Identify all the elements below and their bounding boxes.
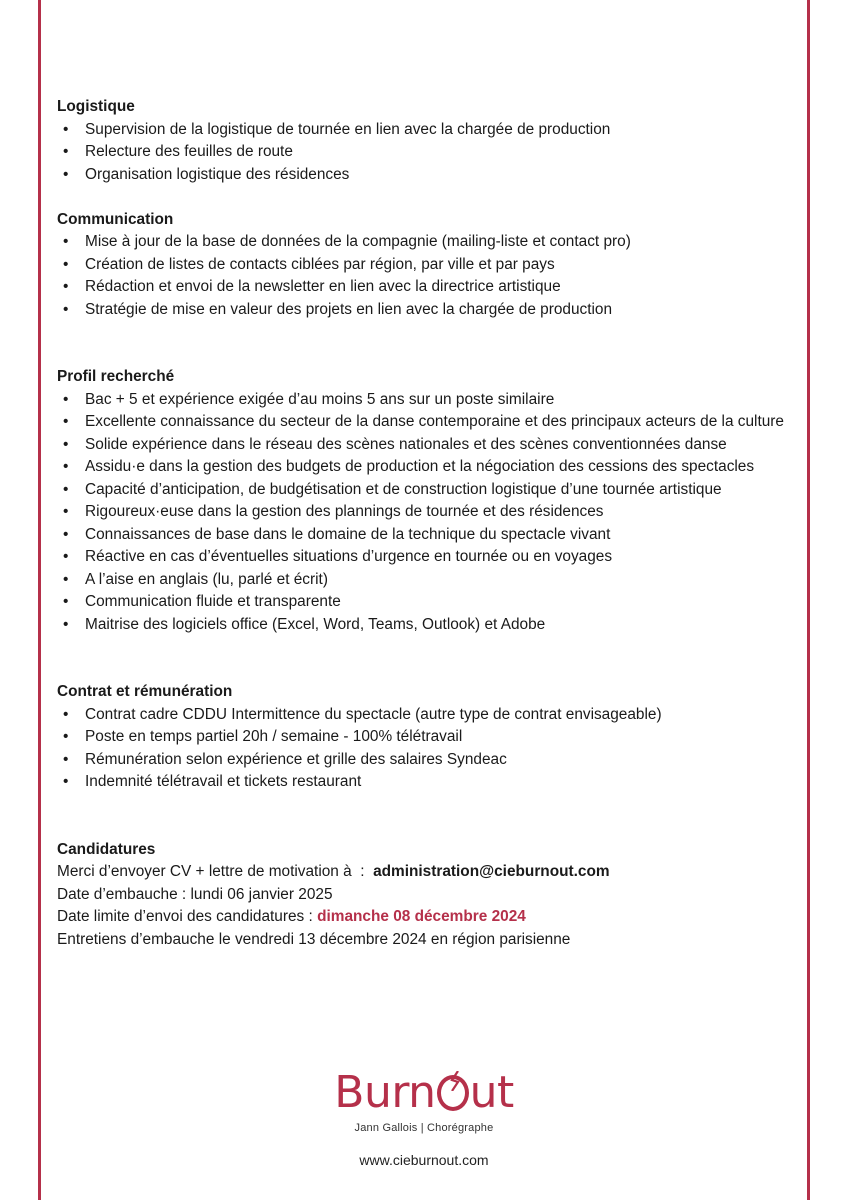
list-item: • Contrat cadre CDDU Intermittence du spectacle (autre type de contrat envisageable) — [57, 704, 792, 727]
section-title-candidatures: Candidatures — [57, 840, 156, 858]
profil-list — [57, 389, 792, 637]
right-border-line — [807, 0, 810, 1200]
list-item: • Indemnité télétravail et tickets restaurant — [57, 771, 792, 794]
contrat-list — [57, 704, 792, 794]
section-logistique — [57, 96, 792, 186]
list-item: • Bac + 5 et expérience exigée d’au moins 5 ans sur un poste similaire — [57, 389, 792, 412]
document-body — [57, 96, 792, 951]
send-prefix: Merci d’envoyer CV + lettre de motivation à : — [57, 863, 374, 880]
left-border-line — [38, 0, 41, 1200]
hiring-date: Date d’embauche : lundi 06 janvier 2025 — [57, 885, 333, 903]
list-item: • Stratégie de mise en valeur des projets en lien avec la chargée de production — [57, 299, 792, 322]
section-title-contrat: Contrat et rémunération — [57, 683, 233, 700]
footer-logo-block — [0, 1068, 848, 1168]
list-item: • Connaissances de base dans le domaine de la technique du spectacle vivant — [57, 524, 792, 547]
section-title-communication: Communication — [57, 210, 174, 228]
section-communication — [57, 209, 792, 322]
list-item: • Création de listes de contacts ciblées par région, par ville et par pays — [57, 254, 792, 277]
lightning-o-icon — [437, 1075, 469, 1111]
list-item: • Rédaction et envoi de la newsletter en lien avec la directrice artistique — [57, 276, 792, 299]
logo-text-part1: Burn — [334, 1067, 436, 1118]
list-item: • Relecture des feuilles de route — [57, 141, 792, 164]
list-item: • Communication fluide et transparente — [57, 591, 792, 614]
list-item: • A l’aise en anglais (lu, parlé et écrit) — [57, 569, 792, 592]
list-item: • Rémunération selon expérience et grille des salaires Syndeac — [57, 749, 792, 772]
send-instructions — [57, 861, 792, 884]
list-item: • Organisation logistique des résidences — [57, 164, 792, 187]
deadline-prefix: Date limite d’envoi des candidatures : — [57, 908, 318, 925]
burnout-logo — [334, 1068, 513, 1118]
section-title-logistique: Logistique — [57, 98, 135, 115]
deadline — [57, 906, 792, 929]
section-profil — [57, 366, 792, 636]
section-title-profil: Profil recherché — [57, 368, 175, 385]
logo-text-part2: ut — [469, 1067, 514, 1118]
contact-email-link[interactable]: administration@cieburnout.com — [373, 863, 610, 880]
list-item: • Capacité d’anticipation, de budgétisation et de construction logistique d’une tournée artistique — [57, 479, 792, 502]
logo-subtitle: Jann Gallois | Chorégraphe — [354, 1122, 494, 1134]
list-item: • Réactive en cas d’éventuelles situations d’urgence en tournée ou en voyages — [57, 546, 792, 569]
list-item: • Supervision de la logistique de tournée en lien avec la chargée de production — [57, 119, 792, 142]
list-item: • Assidu·e dans la gestion des budgets de production et la négociation des cessions des spectacles — [57, 456, 792, 479]
list-item: • Mise à jour de la base de données de la compagnie (mailing-liste et contact pro) — [57, 231, 792, 254]
logistique-list — [57, 119, 792, 187]
section-contrat — [57, 681, 792, 794]
section-candidatures — [57, 839, 792, 952]
list-item: • Excellente connaissance du secteur de la danse contemporaine et des principaux acteurs de la culture — [57, 411, 792, 434]
communication-list — [57, 231, 792, 321]
website-link[interactable]: www.cieburnout.com — [359, 1152, 489, 1168]
list-item: • Maitrise des logiciels office (Excel, Word, Teams, Outlook) et Adobe — [57, 614, 792, 637]
list-item: • Rigoureux·euse dans la gestion des plannings de tournée et des résidences — [57, 501, 792, 524]
lightning-icon — [449, 1071, 461, 1091]
deadline-date: dimanche 08 décembre 2024 — [317, 908, 526, 925]
list-item: • Poste en temps partiel 20h / semaine - 100% télétravail — [57, 726, 792, 749]
list-item: • Solide expérience dans le réseau des scènes nationales et des scènes conventionnées danse — [57, 434, 792, 457]
interviews-info: Entretiens d’embauche le vendredi 13 décembre 2024 en région parisienne — [57, 930, 571, 948]
